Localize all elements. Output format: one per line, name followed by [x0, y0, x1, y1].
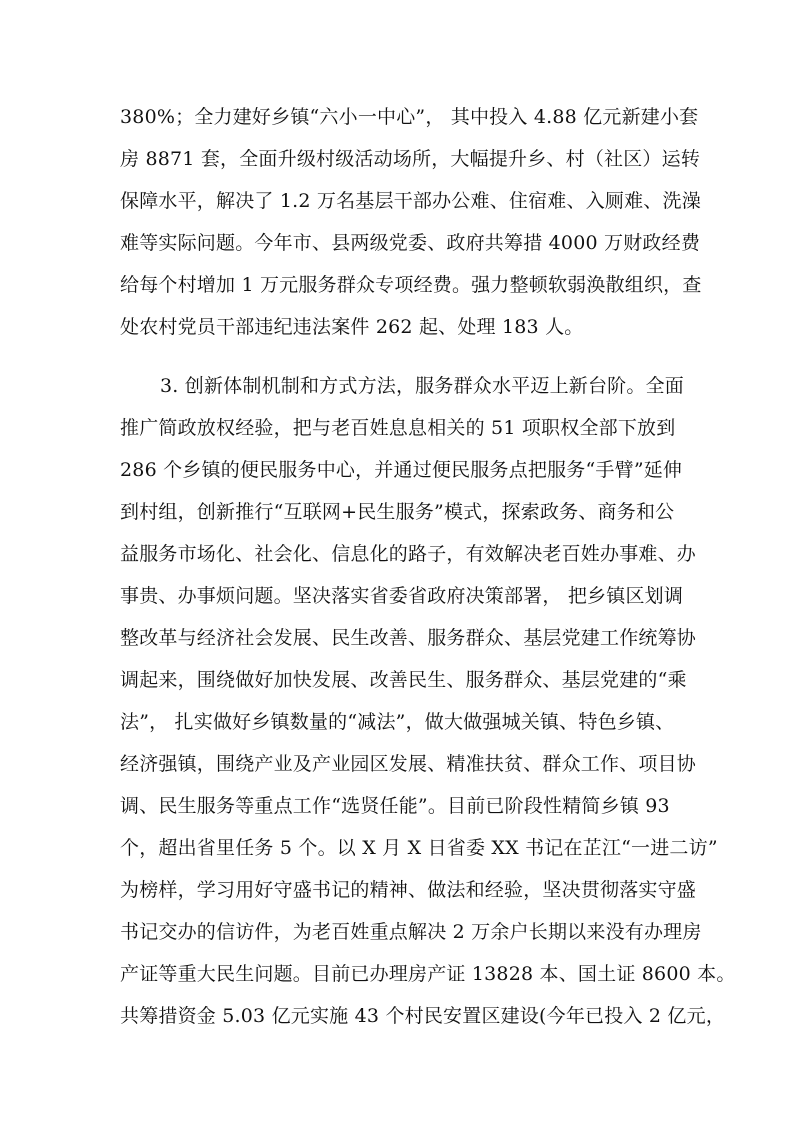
- paragraph-2-line-14: 书记交办的信访件，为老百姓重点解决 2 万余户长期以来没有办理房: [120, 921, 702, 943]
- paragraph-2-line-1: 3. 创新体制机制和方式方法，服务群众水平迈上新台阶。全面: [160, 375, 684, 397]
- paragraph-1-line-2: 房 8871 套，全面升级村级活动场所，大幅提升乡、村（社区）运转: [120, 148, 701, 170]
- paragraph-2-line-4: 到村组，创新推行“互联网+民生服务”模式，探索政务、商务和公: [120, 501, 675, 523]
- paragraph-1-line-4: 难等实际问题。今年市、县两级党委、政府共筹措 4000 万财政经费: [120, 232, 701, 254]
- paragraph-2-line-15: 产证等重大民生问题。目前已办理房产证 13828 本、国土证 8600 本。: [120, 963, 736, 985]
- paragraph-2-line-16: 共筹措资金 5.03 亿元实施 43 个村民安置区建设(今年已投入 2 亿元，: [120, 1005, 726, 1027]
- paragraph-2-line-11: 调、民生服务等重点工作“选贤任能”。目前已阶段性精简乡镇 93: [120, 795, 670, 817]
- paragraph-2-line-12: 个，超出省里任务 5 个。以 X 月 X 日省委 XX 书记在芷江“一进二访”: [120, 837, 718, 859]
- paragraph-1-line-5: 给每个村增加 1 万元服务群众专项经费。强力整顿软弱涣散组织，查: [120, 274, 702, 296]
- paragraph-2-line-3: 286 个乡镇的便民服务中心，并通过便民服务点把服务“手臂”延伸: [120, 459, 683, 481]
- paragraph-2-line-8: 调起来，围绕做好加快发展、改善民生、服务群众、基层党建的“乘: [120, 669, 687, 691]
- paragraph-1-line-6: 处农村党员干部违纪违法案件 262 起、处理 183 人。: [120, 316, 584, 338]
- paragraph-2-line-13: 为榜样，学习用好守盛书记的精神、做法和经验，坚决贯彻落实守盛: [120, 879, 697, 901]
- paragraph-2-line-2: 推广简政放权经验，把与老百姓息息相关的 51 项职权全部下放到: [120, 417, 676, 439]
- paragraph-2-line-5: 益服务市场化、社会化、信息化的路子，有效解决老百姓办事难、办: [120, 543, 697, 565]
- paragraph-1-line-1: 380%；全力建好乡镇“六小一中心”， 其中投入 4.88 亿元新建小套: [120, 106, 699, 128]
- paragraph-2-line-6: 事贵、办事烦问题。坚决落实省委省政府决策部署， 把乡镇区划调: [120, 585, 684, 607]
- paragraph-2-line-9: 法”， 扎实做好乡镇数量的“减法”，做大做强城关镇、特色乡镇、: [120, 711, 675, 733]
- paragraph-1-line-3: 保障水平，解决了 1.2 万名基层干部办公难、住宿难、入厕难、洗澡: [120, 190, 701, 212]
- paragraph-2-line-10: 经济强镇，围绕产业及产业园区发展、精准扶贫、群众工作、项目协: [120, 753, 697, 775]
- paragraph-2-line-7: 整改革与经济社会发展、民生改善、服务群众、基层党建工作统筹协: [120, 627, 697, 649]
